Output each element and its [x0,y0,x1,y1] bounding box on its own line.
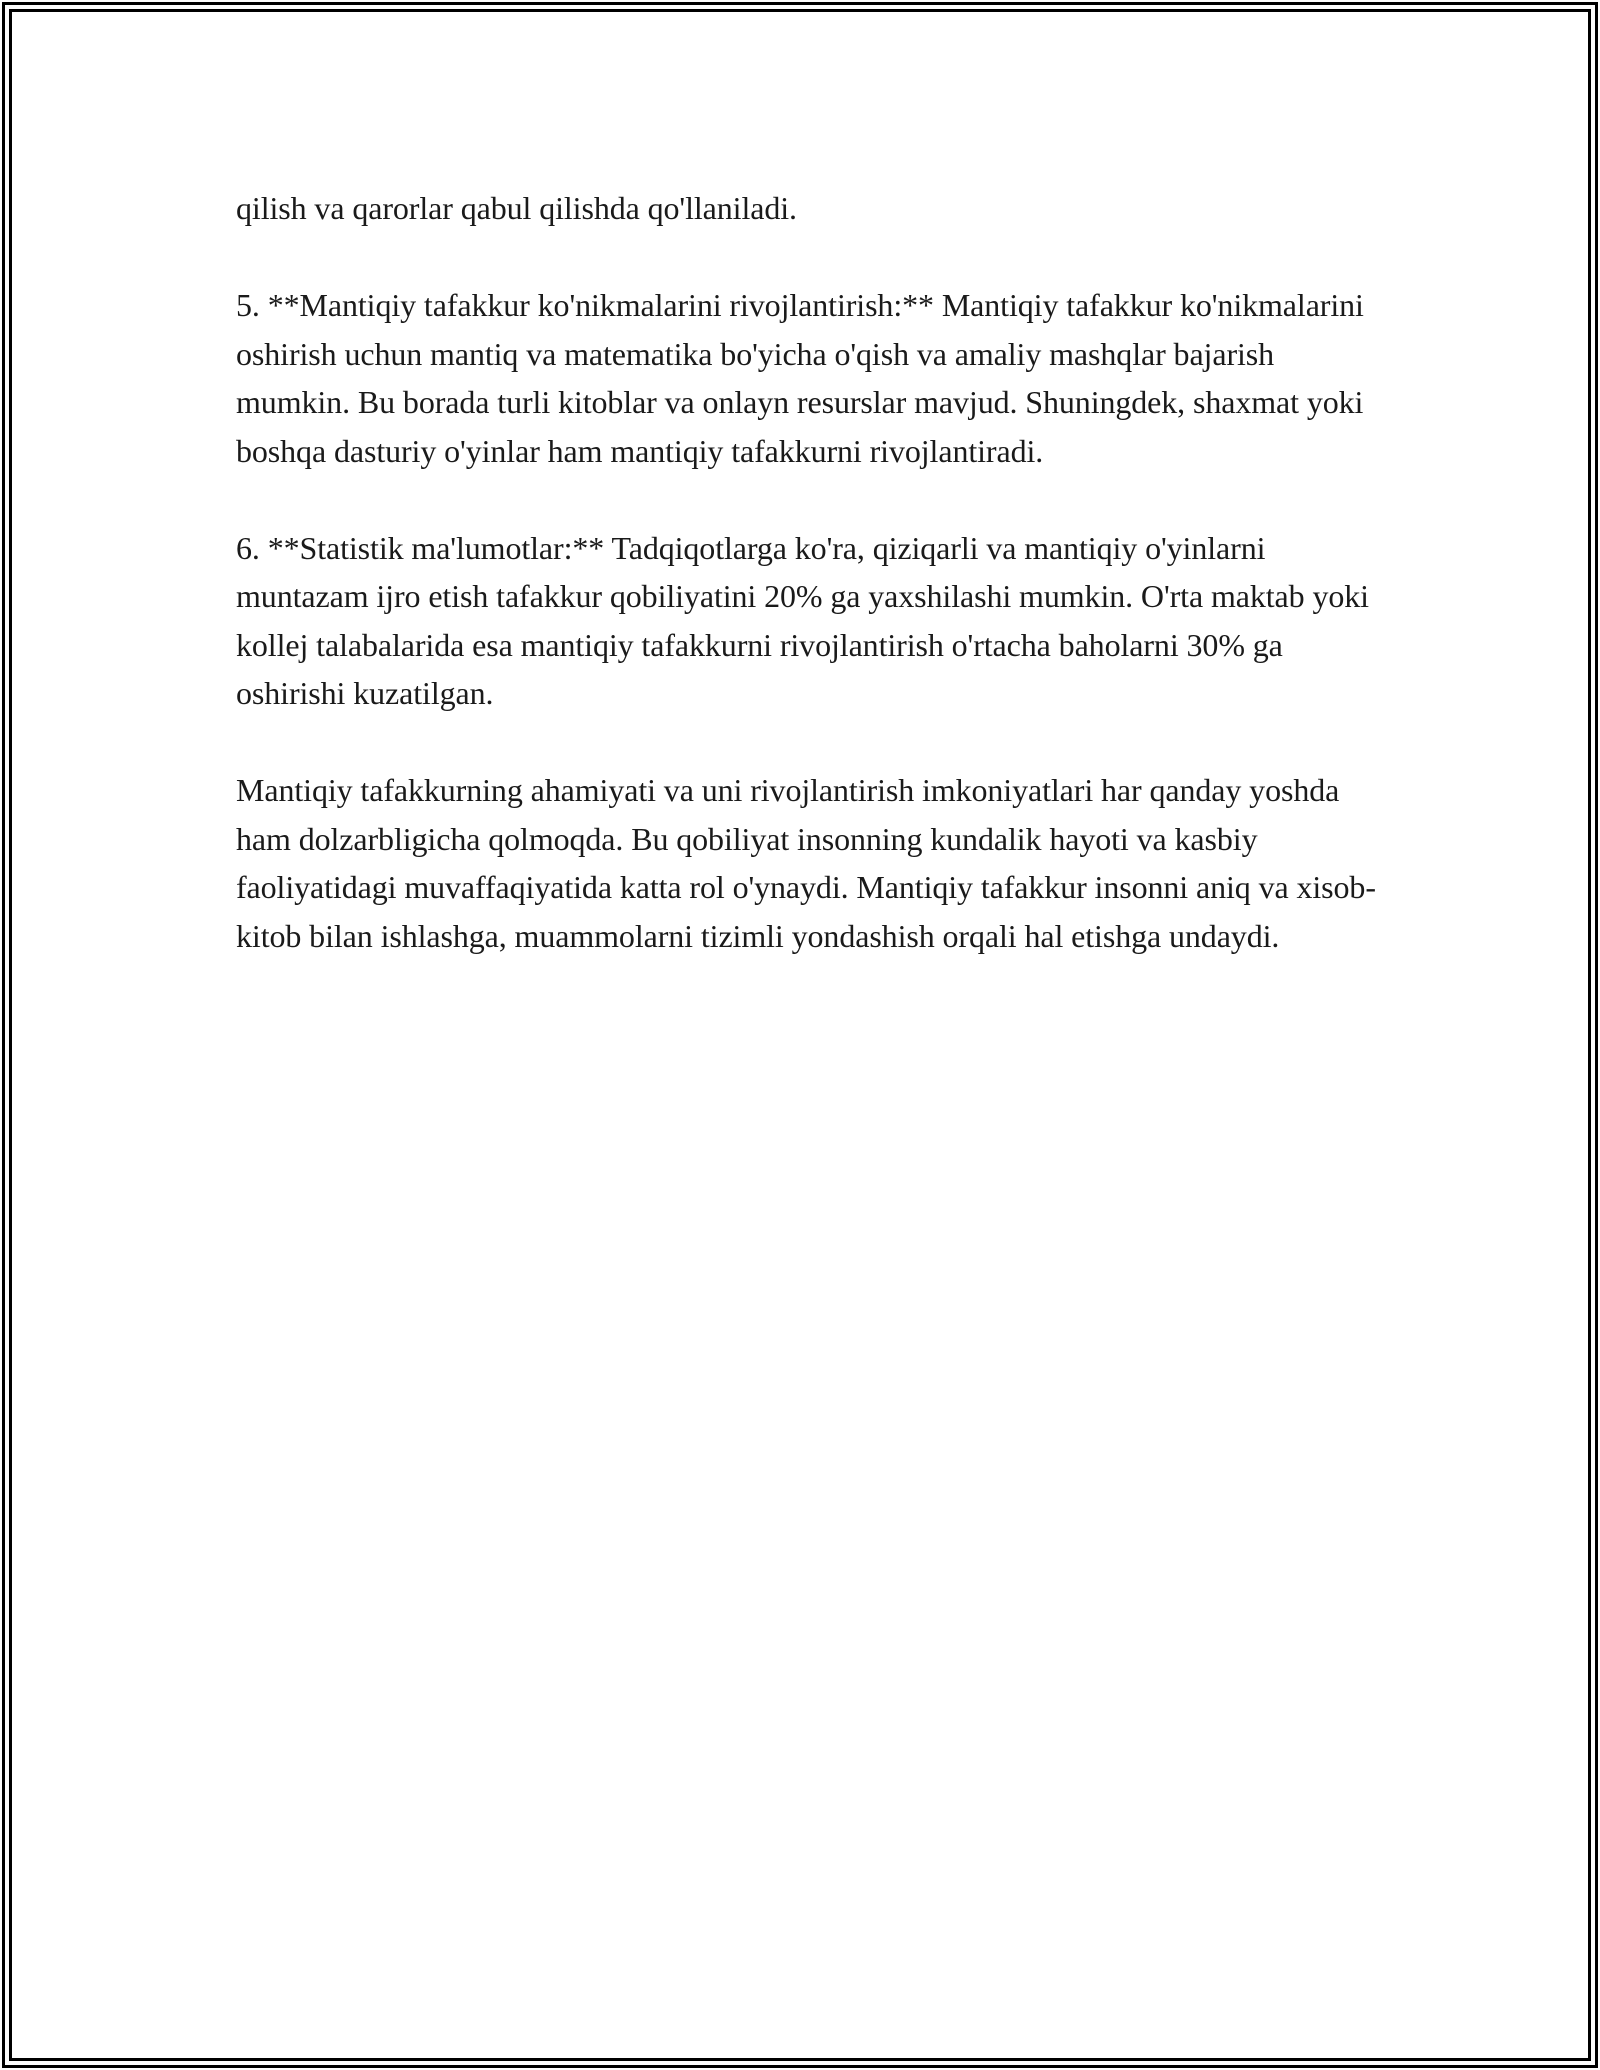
paragraph-continuation: qilish va qarorlar qabul qilishda qo'llaniladi. [236,190,797,226]
document-body [236,184,1386,1009]
paragraph-statistics: 6. **Statistik ma'lumotlar:** Tadqiqotlarga ko'ra, qiziqarli va mantiqiy o'yinlarni muntazam ijro etish tafakkur qobiliyatini 20% ga yaxshilashi mumkin. O'rta maktab yoki kollej talabalarida esa mantiqiy tafakkurni rivojlantirish o'rtacha baholarni 30% ga oshirishi kuzatilgan. [236,529,1369,711]
paragraph-conclusion: Mantiqiy tafakkurning ahamiyati va uni rivojlantirish imkoniyatlari har qanday yoshda ham dolzarbligicha qolmoqda. Bu qobiliyat insonning kundalik hayoti va kasbiy faoliyatidagi muvaffaqiyatida katta rol o'ynaydi. Mantiqiy tafakkur insonni aniq va xisob-kitob bilan ishlashga, muammolarni tizimli yondashish orqali hal etishga undaydi. [236,772,1376,954]
paragraph-logical-skills: 5. **Mantiqiy tafakkur ko'nikmalarini rivojlantirish:** Mantiqiy tafakkur ko'nikmalarini oshirish uchun mantiq va matematika bo'yicha o'qish va amaliy mashqlar bajarish mumkin. Bu borada turli kitoblar va onlayn resurslar mavjud. Shuningdek, shaxmat yoki boshqa dasturiy o'yinlar ham mantiqiy tafakkurni rivojlantiradi. [236,287,1364,469]
